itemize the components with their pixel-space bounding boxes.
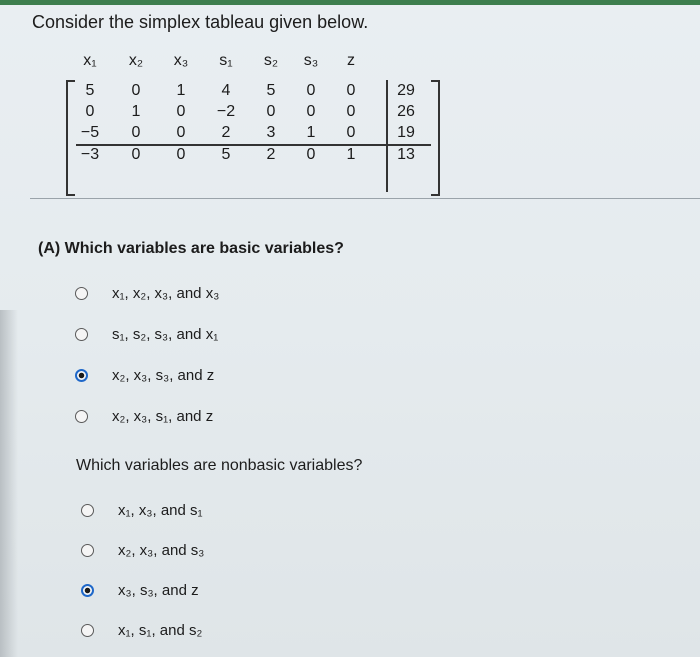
option-b-3[interactable] — [81, 582, 199, 599]
option-label: x₁, s₁, and s₂ — [118, 622, 203, 639]
tableau-cell: 4 — [221, 82, 231, 99]
tableau-cell: −3 — [80, 146, 100, 163]
tableau-cell: 1 — [346, 146, 356, 163]
radio-selected-icon[interactable] — [75, 369, 88, 382]
column-header: s₂ — [263, 52, 279, 69]
tableau-cell: 0 — [131, 124, 141, 141]
column-header: s₁ — [219, 52, 233, 69]
tableau-cell: 1 — [131, 103, 141, 120]
option-b-1[interactable] — [81, 502, 203, 519]
rhs-cell: 13 — [397, 146, 415, 163]
option-label: x₁, x₃, and s₁ — [118, 502, 203, 519]
option-a-1[interactable] — [75, 285, 219, 302]
option-label: s₁, s₂, s₃, and x₁ — [112, 326, 219, 343]
option-a-3[interactable] — [75, 367, 214, 384]
tableau-cell: 0 — [85, 103, 95, 120]
tableau-cell: 0 — [176, 146, 186, 163]
radio-button-icon[interactable] — [75, 287, 88, 300]
top-color-strip — [0, 0, 700, 5]
question-prompt: Consider the simplex tableau given below. — [32, 12, 369, 32]
tableau-cell: 5 — [221, 146, 231, 163]
option-label: x₂, x₃, s₃, and z — [112, 367, 215, 384]
question-a-title: (A) Which variables are basic variables? — [38, 240, 344, 257]
radio-button-icon[interactable] — [75, 328, 88, 341]
option-a-2[interactable] — [75, 326, 218, 343]
tableau-cell: 1 — [306, 124, 316, 141]
option-label: x₁, x₂, x₃, and x₃ — [112, 285, 220, 302]
column-header: x₁ — [83, 52, 97, 69]
option-label: x₂, x₃, s₁, and z — [112, 408, 214, 425]
question-b-title: Which variables are nonbasic variables? — [76, 457, 363, 474]
tableau-cell: 5 — [85, 82, 95, 99]
tableau-cell: 0 — [346, 103, 356, 120]
rhs-cell: 26 — [397, 103, 415, 120]
tableau-cell: 0 — [346, 82, 356, 99]
simplex-tableau — [66, 52, 446, 170]
option-label: x₃, s₃, and z — [118, 582, 199, 599]
tableau-cell: 2 — [266, 146, 276, 163]
tableau-cell: −2 — [216, 103, 236, 120]
radio-button-icon[interactable] — [81, 624, 94, 637]
tableau-cell: 0 — [131, 146, 141, 163]
tableau-cell: 0 — [266, 103, 276, 120]
option-b-4[interactable] — [81, 622, 202, 639]
column-header: x₂ — [128, 52, 144, 69]
tableau-cell: 0 — [306, 146, 316, 163]
column-header: x₃ — [173, 52, 189, 69]
radio-button-icon[interactable] — [81, 504, 94, 517]
tableau-cell: 1 — [176, 82, 186, 99]
matrix-right-bracket — [431, 80, 440, 196]
radio-button-icon[interactable] — [81, 544, 94, 557]
tableau-cell: 0 — [176, 103, 186, 120]
tableau-cell: 0 — [346, 124, 356, 141]
tableau-cell: 5 — [266, 82, 276, 99]
column-header: z — [347, 52, 355, 69]
left-edge-shadow — [0, 310, 18, 657]
tableau-cell: 3 — [266, 124, 276, 141]
column-header: s₃ — [303, 52, 319, 69]
rhs-cell: 19 — [397, 124, 415, 141]
tableau-cell: 0 — [306, 103, 316, 120]
option-a-4[interactable] — [75, 408, 213, 425]
radio-selected-icon[interactable] — [81, 584, 94, 597]
radio-button-icon[interactable] — [75, 410, 88, 423]
tableau-cell: 0 — [131, 82, 141, 99]
rhs-cell: 29 — [397, 82, 415, 99]
tableau-cell: 0 — [176, 124, 186, 141]
option-label: x₂, x₃, and s₃ — [118, 542, 205, 559]
tableau-cell: 0 — [306, 82, 316, 99]
section-divider — [30, 198, 700, 199]
tableau-cell: −5 — [80, 124, 100, 141]
tableau-cell: 2 — [221, 124, 231, 141]
option-b-2[interactable] — [81, 542, 204, 559]
